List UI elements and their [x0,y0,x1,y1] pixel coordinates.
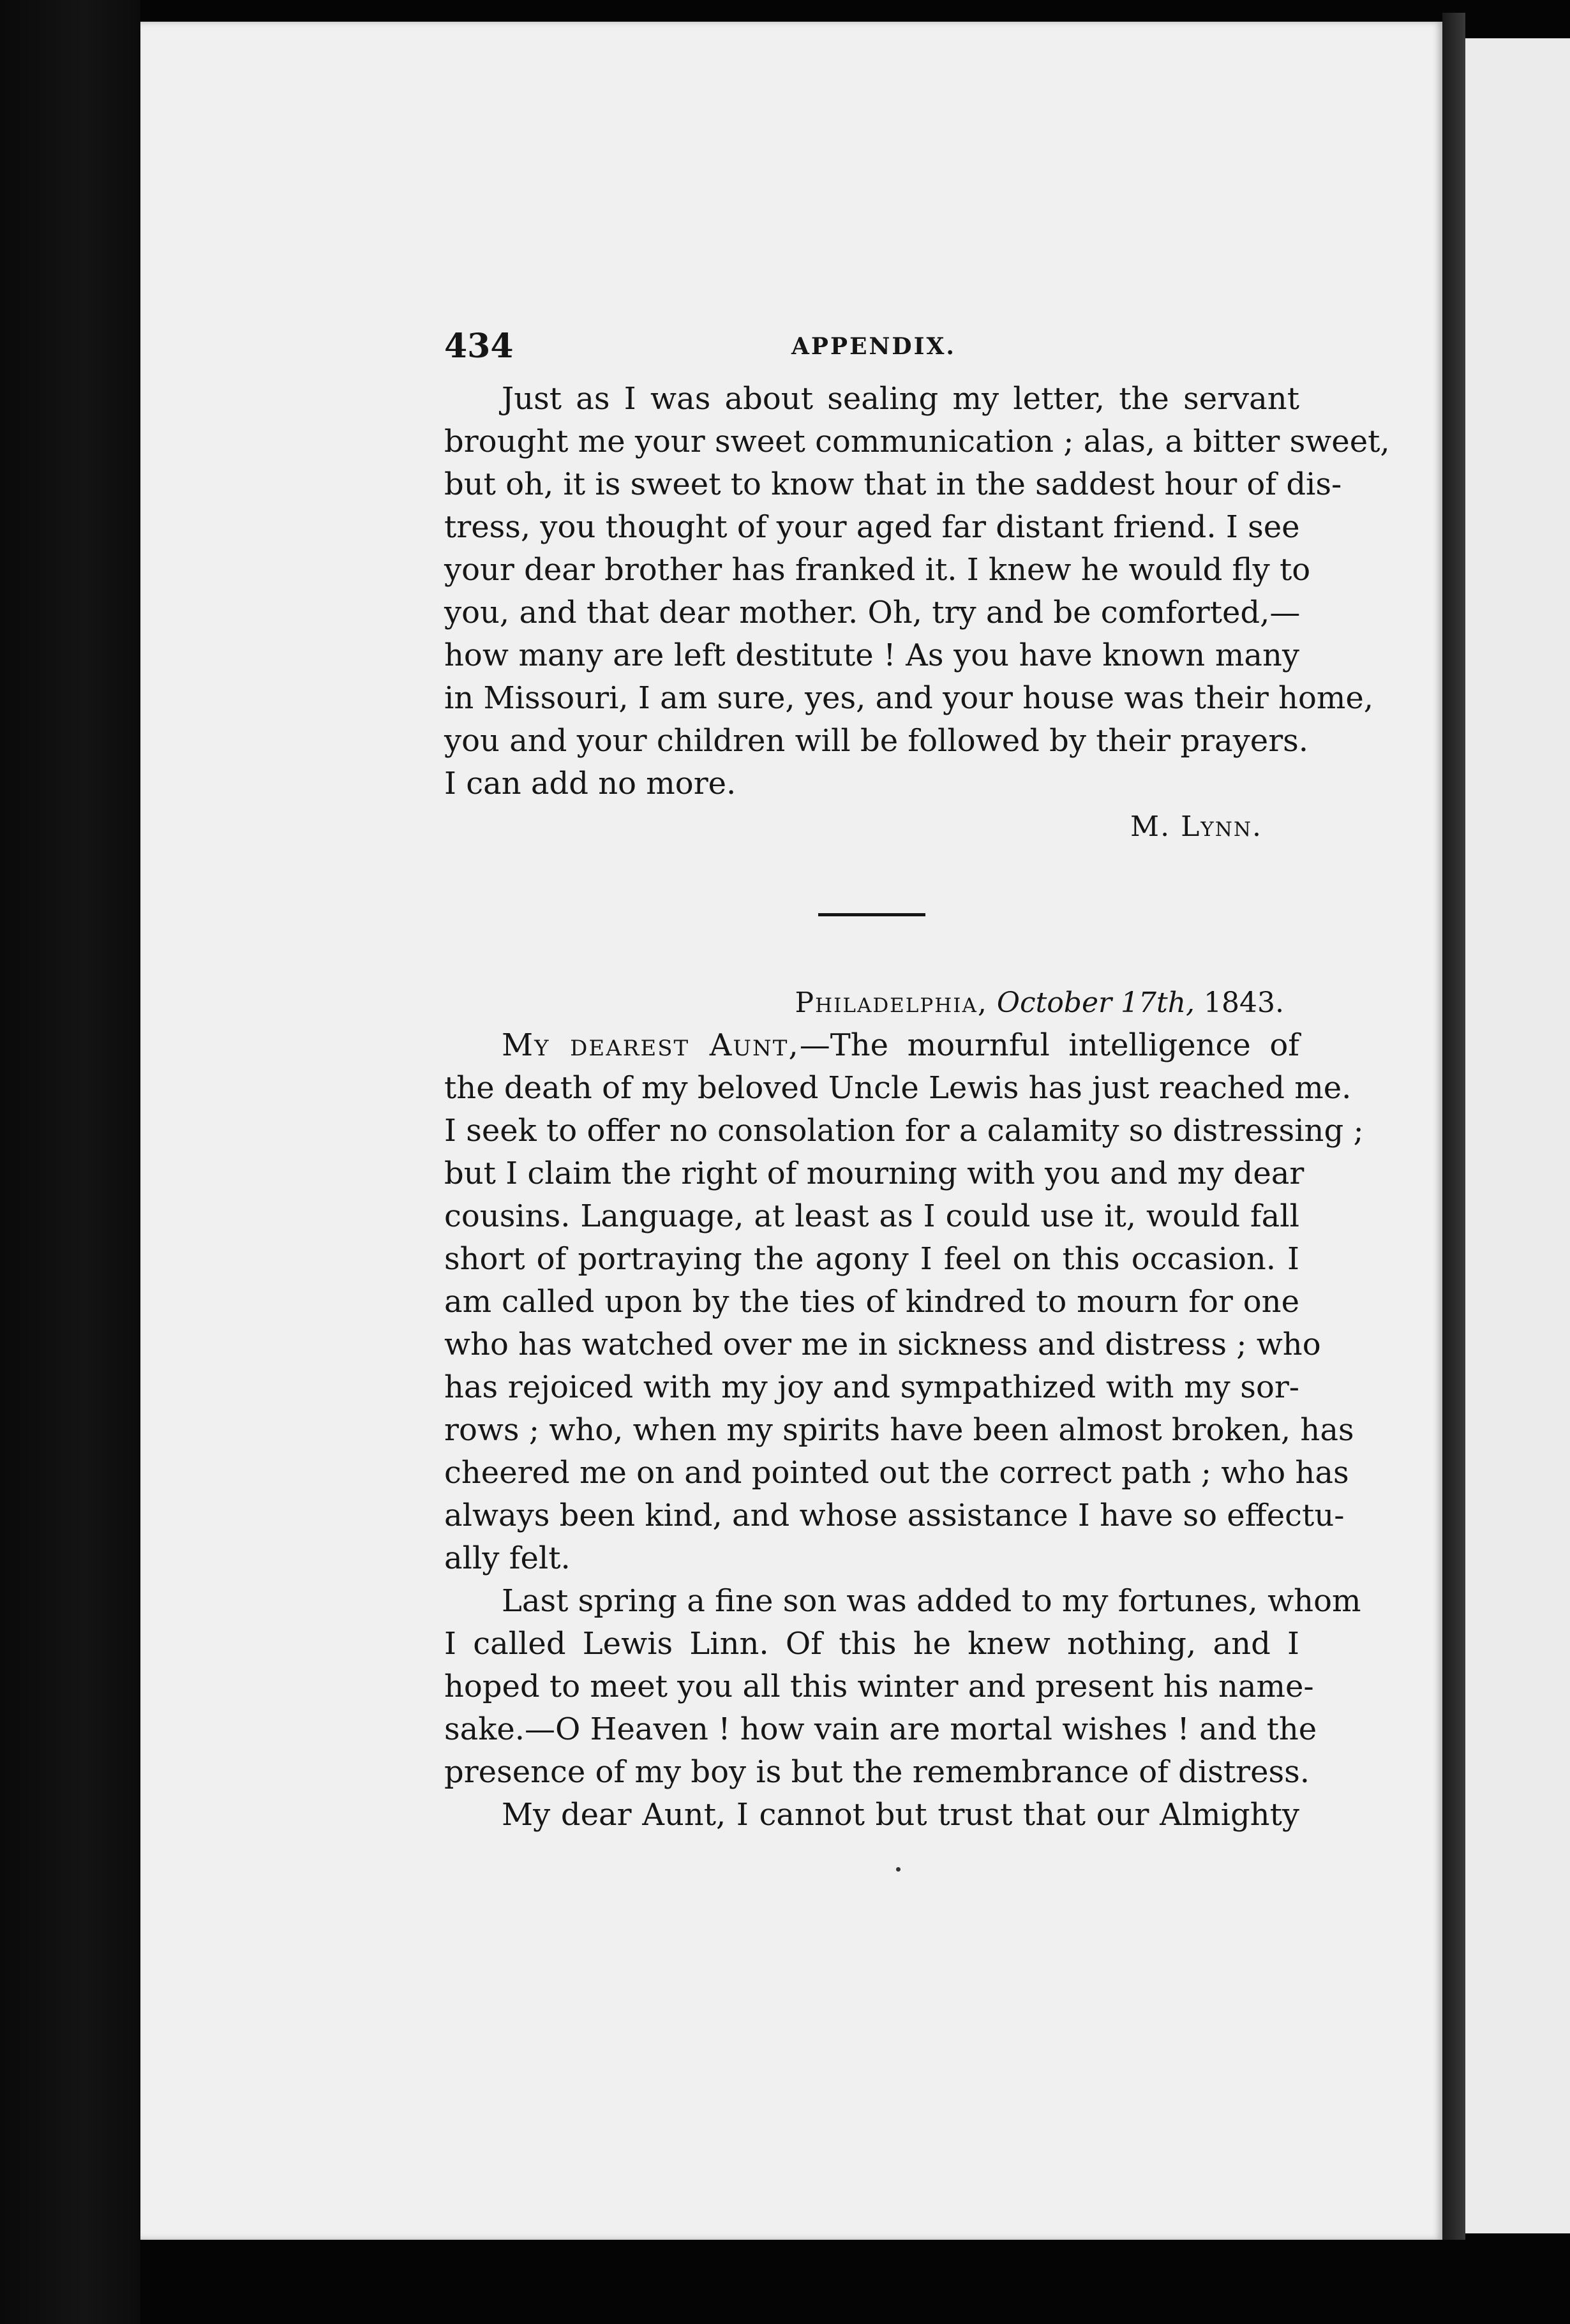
text-line: am called upon by the ties of kindred to mourn for one [444,1284,1299,1320]
text-line: presence of my boy is but the remembrance of distress. [444,1754,1310,1790]
text-line: rows ; who, when my spirits have been almost broken, has [444,1412,1354,1448]
text-line: you, and that dear mother. Oh, try and be comforted,— [444,595,1301,630]
text-line: I called Lewis Linn. Of this he knew nothing, and I [444,1626,1299,1662]
running-head: APPENDIX. [791,333,956,360]
text-line: tress, you thought of your aged far distant friend. I see [444,509,1300,545]
text-line: has rejoiced with my joy and sympathized with my sor- [444,1369,1299,1405]
binding-edge [0,0,140,2324]
signature: M. Lynn. [1130,810,1262,843]
page-text [444,327,1390,1836]
page-gutter-shadow [1442,13,1465,2240]
text-line: the death of my beloved Uncle Lewis has just reached me. [444,1070,1352,1106]
dateline-place: Philadelphia, [795,987,988,1019]
salutation: My dearest Aunt, [502,1027,800,1063]
text-line: sake.—O Heaven ! how vain are mortal wishes ! and the [444,1711,1317,1747]
text-line: short of portraying the agony I feel on this occasion. I [444,1241,1299,1277]
text-line: I seek to offer no consolation for a calamity so distressing ; [444,1113,1364,1149]
text-line: you and your children will be followed by their prayers. [444,723,1309,759]
page-number: 434 [444,327,514,366]
text-line: hoped to meet you all this winter and present his name- [444,1669,1314,1704]
text-line: brought me your sweet communication ; alas, a bitter sweet, [444,424,1390,459]
text-line: who has watched over me in sickness and distress ; who [444,1327,1321,1362]
text-line: but I claim the right of mourning with you and my dear [444,1156,1305,1191]
text-line: always been kind, and whose assistance I have so effectu- [444,1498,1345,1533]
dateline-date: October 17th, [996,987,1195,1019]
dateline [444,981,1299,1024]
text-line: in Missouri, I am sure, yes, and your house was their home, [444,680,1374,716]
text-line: Just as I was about sealing my letter, the servant [502,381,1299,417]
print-speck [896,1867,901,1872]
section-divider [818,913,925,916]
text-line: cousins. Language, at least as I could use it, would fall [444,1198,1299,1234]
letter-lynn [444,378,1390,848]
text-line: My dear Aunt, I cannot but trust that our Almighty [502,1797,1299,1833]
text-line [444,1024,1299,1067]
text-line: I can add no more. [444,766,736,801]
adjacent-page-edge [1465,38,1570,2233]
text-line: how many are left destitute ! As you have known many [444,637,1299,673]
text-line: your dear brother has franked it. I knew he would fly to [444,552,1311,588]
letter-nephew [444,1024,1364,1836]
dateline-year: 1843. [1204,987,1284,1019]
text-line: Last spring a fine son was added to my fortunes, whom [502,1583,1361,1619]
text-line: ally felt. [444,1540,571,1576]
page-header [444,327,1299,378]
text-line: but oh, it is sweet to know that in the saddest hour of dis- [444,466,1342,502]
text-line: cheered me on and pointed out the correct path ; who has [444,1455,1349,1491]
salutation-continuation: —The mournful intelligence of [799,1027,1300,1063]
